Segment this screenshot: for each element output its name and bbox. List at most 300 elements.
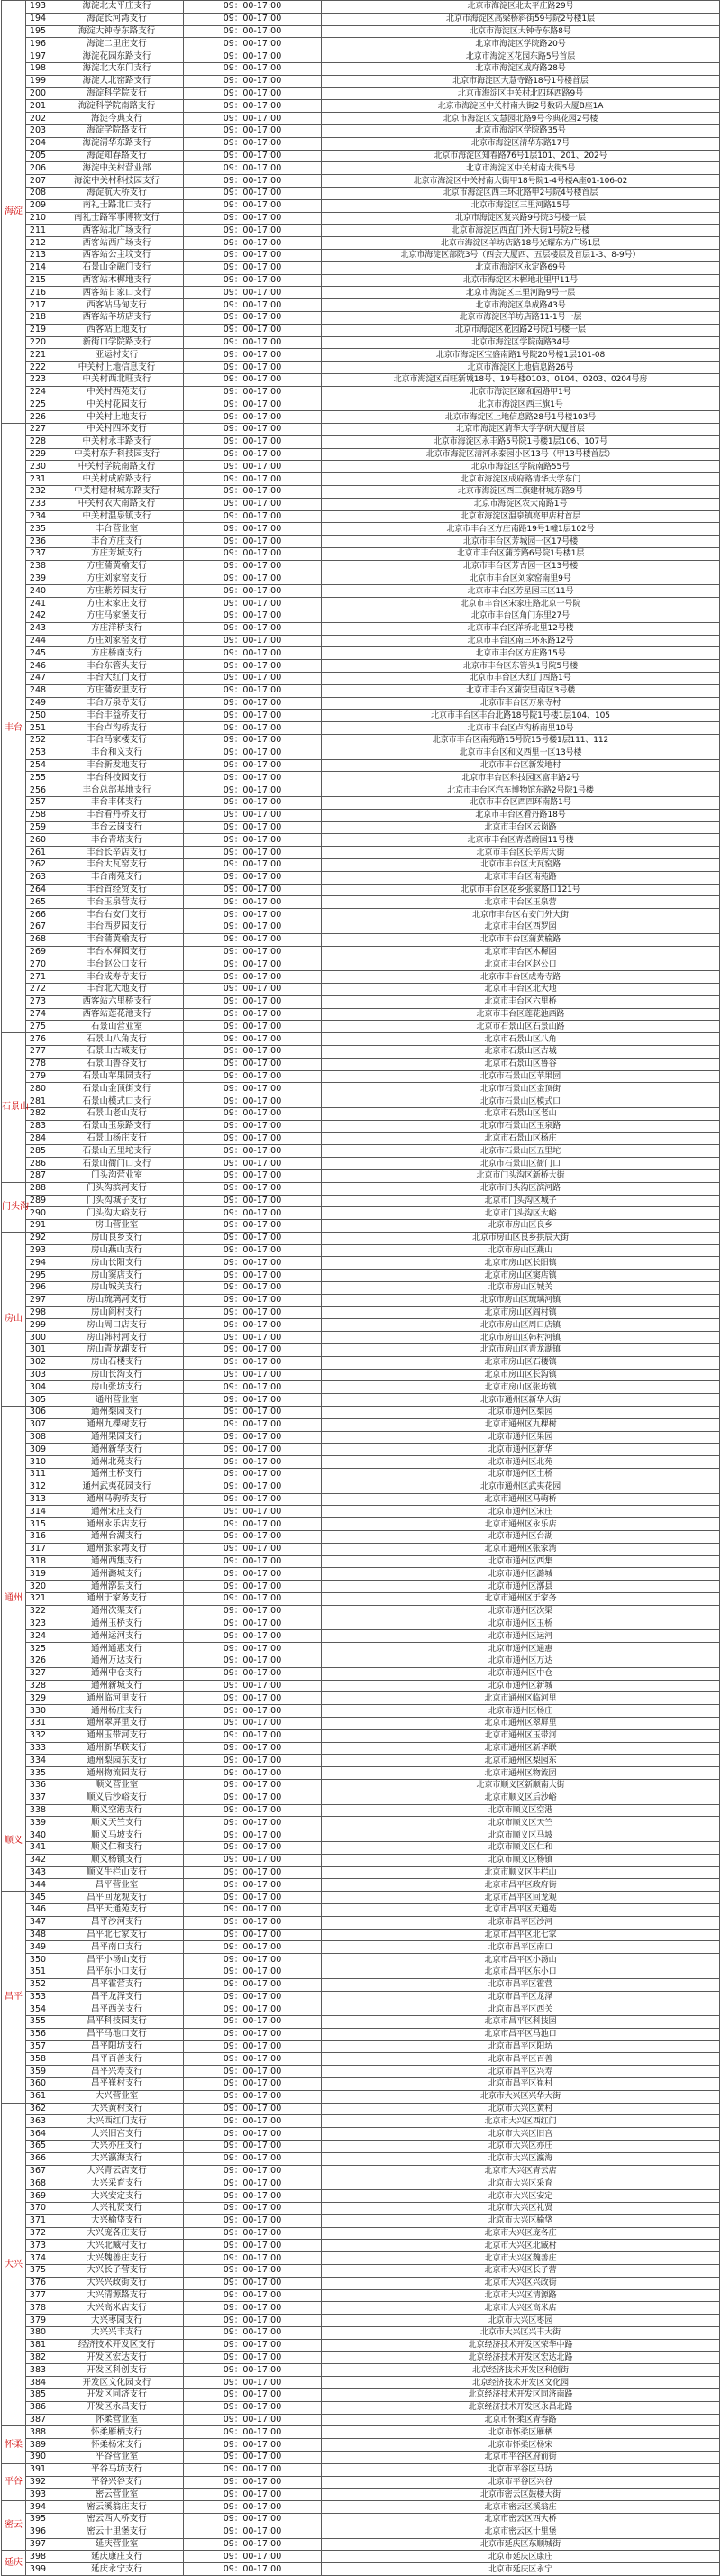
row-number: 272	[26, 983, 50, 995]
table-row	[2, 821, 720, 834]
branch-address: 北京市丰台区北大地	[322, 983, 720, 995]
row-number: 384	[26, 2377, 50, 2389]
table-row	[2, 2489, 720, 2501]
business-hours: 09：00-17:00	[184, 933, 322, 946]
row-number: 224	[26, 386, 50, 399]
business-hours: 09：00-17:00	[184, 2277, 322, 2289]
table-row	[2, 1531, 720, 1544]
table-row	[2, 1169, 720, 1182]
branch-address: 北京市顺义区仁和	[322, 1841, 720, 1854]
business-hours: 09：00-17:00	[184, 1008, 322, 1021]
row-number: 321	[26, 1593, 50, 1606]
table-row	[2, 1630, 720, 1643]
branch-name: 通州宋庄支行	[50, 1506, 184, 1518]
branch-name: 丰台总部基地支行	[50, 784, 184, 797]
row-number: 252	[26, 735, 50, 747]
branch-name: 西客站马甸支行	[50, 299, 184, 312]
branch-name: 房山石楼支行	[50, 1356, 184, 1369]
branch-name: 海淀科学院支行	[50, 87, 184, 100]
table-row	[2, 946, 720, 958]
row-number: 310	[26, 1456, 50, 1469]
branch-address: 北京市海淀区三里河路9号一层	[322, 287, 720, 299]
branch-name: 中关村永丰路支行	[50, 435, 184, 448]
business-hours: 09：00-17:00	[184, 2128, 322, 2141]
business-hours: 09：00-17:00	[184, 2426, 322, 2439]
branch-address: 北京市房山区青龙湖镇	[322, 1344, 720, 1357]
branch-address: 北京经济技术开发区同济南路	[322, 2389, 720, 2402]
branch-name: 门头沟滨河支行	[50, 1182, 184, 1195]
table-row	[2, 2463, 720, 2476]
branch-name: 丰台长辛店支行	[50, 847, 184, 859]
row-number: 343	[26, 1866, 50, 1879]
row-number: 225	[26, 399, 50, 411]
branch-address: 北京市丰台区青塔蔚园11号楼	[322, 834, 720, 847]
branch-address: 北京市昌平区科技园	[322, 2016, 720, 2029]
business-hours: 09：00-17:00	[184, 2252, 322, 2265]
branch-name: 大兴北臧村支行	[50, 2240, 184, 2252]
branch-address: 北京市丰台区花乡张家路口121号	[322, 884, 720, 896]
row-number: 209	[26, 199, 50, 212]
branch-name: 海淀长河湾支行	[50, 13, 184, 25]
business-hours: 09：00-17:00	[184, 2265, 322, 2278]
branch-address: 北京市海淀区中关村南大街5号	[322, 162, 720, 175]
row-number: 270	[26, 958, 50, 971]
row-number: 232	[26, 486, 50, 499]
branch-address: 北京市延庆区康庄	[322, 2551, 720, 2563]
table-row	[2, 971, 720, 984]
branch-name: 大兴旧宫支行	[50, 2128, 184, 2141]
branch-name: 昌平兴寿支行	[50, 2066, 184, 2078]
branch-address: 北京市丰台区大红门西路1号	[322, 673, 720, 685]
table-row	[2, 2451, 720, 2463]
business-hours: 09：00-17:00	[184, 1282, 322, 1295]
branch-name: 昌平百善支行	[50, 2053, 184, 2066]
table-row	[2, 759, 720, 772]
business-hours: 09：00-17:00	[184, 772, 322, 784]
table-row	[2, 87, 720, 100]
business-hours: 09：00-17:00	[184, 1481, 322, 1493]
row-number: 323	[26, 1618, 50, 1630]
row-number: 287	[26, 1169, 50, 1182]
business-hours: 09：00-17:00	[184, 523, 322, 536]
row-number: 315	[26, 1518, 50, 1531]
branch-name: 通州新城支行	[50, 1680, 184, 1692]
table-row	[2, 62, 720, 75]
row-number: 368	[26, 2177, 50, 2190]
branch-name: 通州北苑支行	[50, 1456, 184, 1469]
branch-address: 北京市丰台区和义西里一区13号楼	[322, 747, 720, 759]
branch-name: 方庄宋家庄支行	[50, 598, 184, 610]
row-number: 226	[26, 411, 50, 424]
row-number: 279	[26, 1070, 50, 1083]
table-row	[2, 2165, 720, 2177]
branch-name: 大兴黄村支行	[50, 2103, 184, 2115]
table-row	[2, 1605, 720, 1618]
business-hours: 09：00-17:00	[184, 1306, 322, 1319]
table-row	[2, 38, 720, 50]
business-hours: 09：00-17:00	[184, 548, 322, 561]
table-row	[2, 2389, 720, 2402]
branch-name: 顺义马坡支行	[50, 1829, 184, 1842]
row-number: 289	[26, 1195, 50, 1207]
row-number: 367	[26, 2165, 50, 2177]
table-row	[2, 2315, 720, 2327]
row-number: 303	[26, 1369, 50, 1381]
branch-address: 北京市大兴区清源路	[322, 2289, 720, 2302]
branch-address: 北京市门头沟区城子	[322, 1195, 720, 1207]
branch-name: 丰台营业室	[50, 523, 184, 536]
table-row	[2, 1, 720, 14]
row-number: 316	[26, 1531, 50, 1544]
table-row	[2, 411, 720, 424]
table-row	[2, 435, 720, 448]
branch-address: 北京市通州区翠屏里	[322, 1717, 720, 1729]
business-hours: 09：00-17:00	[184, 1493, 322, 1506]
business-hours: 09：00-17:00	[184, 1605, 322, 1618]
branch-name: 大兴礼贤支行	[50, 2203, 184, 2215]
row-number: 255	[26, 772, 50, 784]
row-number: 398	[26, 2551, 50, 2563]
branch-address: 北京市丰台区洋桥北里12号楼	[322, 622, 720, 635]
branch-name: 中关村成府路支行	[50, 473, 184, 486]
business-hours: 09：00-17:00	[184, 237, 322, 250]
branch-name: 房山阎村支行	[50, 1306, 184, 1319]
row-number: 277	[26, 1045, 50, 1058]
table-row	[2, 1257, 720, 1270]
branch-name: 丰台青塔支行	[50, 834, 184, 847]
table-row	[2, 2327, 720, 2340]
business-hours: 09：00-17:00	[184, 573, 322, 585]
branch-address: 北京市海淀区部院3号（西会大厦西、五层楼层及首层1-3、8-9号）	[322, 249, 720, 261]
branch-address: 北京市昌平区龙泽	[322, 1991, 720, 2003]
branch-address: 北京市大兴区长子营	[322, 2265, 720, 2278]
branch-name: 南礼士路军事博物支行	[50, 212, 184, 225]
branch-address: 北京市大兴区西红门	[322, 2115, 720, 2128]
branch-address: 北京市海淀区西三旗建材城东路9号	[322, 486, 720, 499]
branch-address: 北京市房山区长沟镇	[322, 1369, 720, 1381]
branch-address: 北京市丰台区汽车博物馆东路2号院1号楼	[322, 784, 720, 797]
row-number: 324	[26, 1630, 50, 1643]
branch-address: 北京市密云区鼓楼大街	[322, 2489, 720, 2501]
business-hours: 09：00-17:00	[184, 1407, 322, 1419]
table-row	[2, 1618, 720, 1630]
branch-address: 北京市海淀区西直门外大街1号院2号楼	[322, 225, 720, 237]
business-hours: 09：00-17:00	[184, 884, 322, 896]
business-hours: 09：00-17:00	[184, 946, 322, 958]
branch-name: 平谷兴谷支行	[50, 2476, 184, 2489]
business-hours: 09：00-17:00	[184, 2489, 322, 2501]
business-hours: 09：00-17:00	[184, 175, 322, 188]
branch-name: 通州玉带河支行	[50, 1729, 184, 1742]
table-row	[2, 2227, 720, 2240]
row-number: 345	[26, 1892, 50, 1904]
table-row	[2, 1879, 720, 1892]
table-row	[2, 2476, 720, 2489]
branch-address: 北京市昌平区沙河	[322, 1916, 720, 1929]
business-hours: 09：00-17:00	[184, 1903, 322, 1916]
branch-table	[1, 0, 720, 2576]
branch-address: 北京市通州区临河里	[322, 1692, 720, 1705]
business-hours: 09：00-17:00	[184, 1431, 322, 1444]
row-number: 381	[26, 2339, 50, 2351]
business-hours: 09：00-17:00	[184, 1418, 322, 1431]
row-number: 273	[26, 995, 50, 1008]
business-hours: 09：00-17:00	[184, 2214, 322, 2227]
branch-address: 北京市丰台区新发地村	[322, 759, 720, 772]
branch-address: 北京市丰台区芳星园三区11号	[322, 585, 720, 598]
branch-name: 丰台科技园支行	[50, 772, 184, 784]
business-hours: 09：00-17:00	[184, 1892, 322, 1904]
row-number: 377	[26, 2289, 50, 2302]
business-hours: 09：00-17:00	[184, 2401, 322, 2414]
table-row	[2, 697, 720, 710]
business-hours: 09：00-17:00	[184, 821, 322, 834]
row-number: 292	[26, 1232, 50, 1244]
row-number: 393	[26, 2489, 50, 2501]
table-row	[2, 1581, 720, 1593]
branch-name: 石景山八角支行	[50, 1033, 184, 1046]
branch-address: 北京市丰台区蒲芳路6号院1号楼1层	[322, 548, 720, 561]
business-hours: 09：00-17:00	[184, 2327, 322, 2340]
row-number: 282	[26, 1107, 50, 1120]
table-row	[2, 995, 720, 1008]
branch-name: 中关村四环支行	[50, 424, 184, 436]
branch-address: 北京市通州区新华	[322, 1444, 720, 1456]
table-row	[2, 1369, 720, 1381]
branch-name: 通州果园支行	[50, 1431, 184, 1444]
table-row	[2, 1270, 720, 1282]
row-number: 259	[26, 821, 50, 834]
branch-address: 北京市大兴区安定	[322, 2190, 720, 2203]
table-row	[2, 1282, 720, 1295]
row-number: 307	[26, 1418, 50, 1431]
branch-name: 顺义空港支行	[50, 1804, 184, 1817]
branch-name: 密云溪翁庄支行	[50, 2501, 184, 2514]
row-number: 334	[26, 1755, 50, 1767]
branch-address: 北京市房山区燕山	[322, 1244, 720, 1257]
row-number: 392	[26, 2476, 50, 2489]
row-number: 349	[26, 1941, 50, 1954]
table-row	[2, 1866, 720, 1879]
branch-address: 北京市昌平区马池口	[322, 2028, 720, 2040]
table-row	[2, 486, 720, 499]
branch-name: 丰台木樨园支行	[50, 946, 184, 958]
branch-address: 北京市丰台区木樨园	[322, 946, 720, 958]
business-hours: 09：00-17:00	[184, 1667, 322, 1680]
row-number: 360	[26, 2078, 50, 2091]
branch-name: 方庄蒲黄榆支行	[50, 560, 184, 573]
table-row	[2, 2066, 720, 2078]
table-row	[2, 2377, 720, 2389]
business-hours: 09：00-17:00	[184, 1854, 322, 1866]
business-hours: 09：00-17:00	[184, 2526, 322, 2538]
branch-address: 北京市大兴区庞各庄	[322, 2227, 720, 2240]
table-row	[2, 1916, 720, 1929]
business-hours: 09：00-17:00	[184, 1991, 322, 2003]
row-number: 254	[26, 759, 50, 772]
branch-address: 北京市丰台区云岗路	[322, 821, 720, 834]
business-hours: 09：00-17:00	[184, 1755, 322, 1767]
business-hours: 09：00-17:00	[184, 635, 322, 647]
row-number: 240	[26, 585, 50, 598]
table-row	[2, 834, 720, 847]
table-row	[2, 660, 720, 673]
business-hours: 09：00-17:00	[184, 498, 322, 510]
business-hours: 09：00-17:00	[184, 2177, 322, 2190]
table-row	[2, 498, 720, 510]
branch-name: 海淀北太平庄支行	[50, 1, 184, 14]
branch-address: 北京市通州区新城	[322, 1680, 720, 1692]
table-row	[2, 1954, 720, 1966]
branch-name: 顺义天竺支行	[50, 1817, 184, 1829]
table-row	[2, 2003, 720, 2016]
row-number: 244	[26, 635, 50, 647]
branch-name: 大兴安定支行	[50, 2190, 184, 2203]
branch-name: 方庄马家堡支行	[50, 610, 184, 623]
table-row	[2, 2339, 720, 2351]
branch-name: 海淀大钟寺东路支行	[50, 25, 184, 38]
branch-name: 平谷营业室	[50, 2451, 184, 2463]
table-row	[2, 2240, 720, 2252]
business-hours: 09：00-17:00	[184, 673, 322, 685]
table-row	[2, 1966, 720, 1978]
row-number: 397	[26, 2538, 50, 2551]
business-hours: 09：00-17:00	[184, 2028, 322, 2040]
branch-name: 通州武夷花园支行	[50, 1481, 184, 1493]
branch-name: 平谷马坊支行	[50, 2463, 184, 2476]
branch-name: 大兴亦庄支行	[50, 2141, 184, 2153]
branch-name: 大兴枣园支行	[50, 2315, 184, 2327]
business-hours: 09：00-17:00	[184, 448, 322, 461]
district-cell: 顺义	[2, 1792, 26, 1891]
branch-name: 房山韩村河支行	[50, 1332, 184, 1344]
row-number: 268	[26, 933, 50, 946]
table-row	[2, 287, 720, 299]
row-number: 250	[26, 710, 50, 722]
business-hours: 09：00-17:00	[184, 622, 322, 635]
branch-name: 通州物流园支行	[50, 1767, 184, 1780]
row-number: 217	[26, 299, 50, 312]
table-row	[2, 1779, 720, 1792]
branch-name: 房山燕山支行	[50, 1244, 184, 1257]
business-hours: 09：00-17:00	[184, 510, 322, 523]
business-hours: 09：00-17:00	[184, 2141, 322, 2153]
business-hours: 09：00-17:00	[184, 461, 322, 473]
branch-name: 石景山玉泉路支行	[50, 1120, 184, 1132]
business-hours: 09：00-17:00	[184, 2389, 322, 2402]
branch-address: 北京市海淀区中关村南大街甲18号院1-4号楼A座01-106-02	[322, 175, 720, 188]
business-hours: 09：00-17:00	[184, 847, 322, 859]
table-row	[2, 2426, 720, 2439]
business-hours: 09：00-17:00	[184, 1294, 322, 1306]
branch-name: 昌平龙泽支行	[50, 1991, 184, 2003]
branch-name: 大兴魏善庄支行	[50, 2252, 184, 2265]
table-row	[2, 1655, 720, 1667]
branch-address: 北京市昌平区阳坊	[322, 2040, 720, 2053]
branch-address: 北京市丰台区丰台北路18号院1号楼1层104、105	[322, 710, 720, 722]
row-number: 373	[26, 2240, 50, 2252]
branch-address: 北京市海淀区永定路69号	[322, 261, 720, 274]
table-row	[2, 473, 720, 486]
district-cell: 密云	[2, 2501, 26, 2551]
branch-name: 海淀航天桥支行	[50, 187, 184, 199]
table-row	[2, 2141, 720, 2153]
business-hours: 09：00-17:00	[184, 1916, 322, 1929]
business-hours: 09：00-17:00	[184, 2240, 322, 2252]
business-hours: 09：00-17:00	[184, 1506, 322, 1518]
row-number: 204	[26, 137, 50, 150]
branch-name: 石景山模式口支行	[50, 1095, 184, 1108]
branch-address: 北京市延庆区永宁	[322, 2563, 720, 2576]
branch-address: 北京市顺义区后沙峪	[322, 1792, 720, 1804]
table-row	[2, 1941, 720, 1954]
business-hours: 09：00-17:00	[184, 1220, 322, 1233]
row-number: 285	[26, 1145, 50, 1158]
table-row	[2, 1407, 720, 1419]
table-row	[2, 2016, 720, 2029]
branch-address: 北京市门头沟区大峪	[322, 1207, 720, 1220]
branch-address: 北京经济技术开发区宏达北路	[322, 2351, 720, 2364]
business-hours: 09：00-17:00	[184, 2227, 322, 2240]
branch-address: 北京市昌平区小汤山	[322, 1954, 720, 1966]
branch-name: 海淀花园东路支行	[50, 50, 184, 63]
branch-name: 昌平沙河支行	[50, 1916, 184, 1929]
table-row	[2, 225, 720, 237]
row-number: 274	[26, 1008, 50, 1021]
row-number: 207	[26, 175, 50, 188]
branch-address: 北京市丰台区角门东里27号	[322, 610, 720, 623]
branch-address: 北京市丰台区六里桥	[322, 995, 720, 1008]
district-cell: 海淀	[2, 1, 26, 424]
business-hours: 09：00-17:00	[184, 1456, 322, 1469]
branch-address: 北京市海淀区北太平庄路29号	[322, 1, 720, 14]
branch-address: 北京市顺义区马坡	[322, 1829, 720, 1842]
branch-address: 北京市海淀区清河永泰园小区13号（甲13号楼首层）	[322, 448, 720, 461]
table-row	[2, 1903, 720, 1916]
row-number: 330	[26, 1705, 50, 1718]
row-number: 389	[26, 2439, 50, 2452]
branch-address: 北京市怀柔区杨宋	[322, 2439, 720, 2452]
row-number: 356	[26, 2028, 50, 2040]
branch-name: 密云营业室	[50, 2489, 184, 2501]
branch-name: 海淀今典支行	[50, 113, 184, 125]
branch-name: 中关村上地信息支行	[50, 362, 184, 374]
business-hours: 09：00-17:00	[184, 2203, 322, 2215]
business-hours: 09：00-17:00	[184, 1581, 322, 1593]
branch-name: 通州营业室	[50, 1394, 184, 1407]
branch-address: 北京市通州区玉桥	[322, 1618, 720, 1630]
branch-name: 开发区同济支行	[50, 2389, 184, 2402]
branch-address: 北京市密云区溪翁庄	[322, 2501, 720, 2514]
branch-name: 大兴榆垡支行	[50, 2214, 184, 2227]
row-number: 243	[26, 622, 50, 635]
branch-address: 北京市通州区梨园东	[322, 1755, 720, 1767]
branch-address: 北京市密云区西大桥	[322, 2513, 720, 2526]
row-number: 341	[26, 1841, 50, 1854]
table-row	[2, 1431, 720, 1444]
row-number: 348	[26, 1929, 50, 1941]
branch-name: 丰台卢沟桥支行	[50, 722, 184, 735]
branch-address: 北京市丰台区芳城园一区17号楼	[322, 536, 720, 548]
branch-address: 北京市丰台区东管头1号院5号楼	[322, 660, 720, 673]
row-number: 352	[26, 1978, 50, 1991]
branch-name: 房山张坊支行	[50, 1381, 184, 1394]
branch-address: 北京市通州区北苑	[322, 1456, 720, 1469]
business-hours: 09：00-17:00	[184, 399, 322, 411]
branch-address: 北京市海淀区学院南路55号	[322, 461, 720, 473]
branch-address: 北京市怀柔区青春路	[322, 2414, 720, 2426]
business-hours: 09：00-17:00	[184, 1394, 322, 1407]
